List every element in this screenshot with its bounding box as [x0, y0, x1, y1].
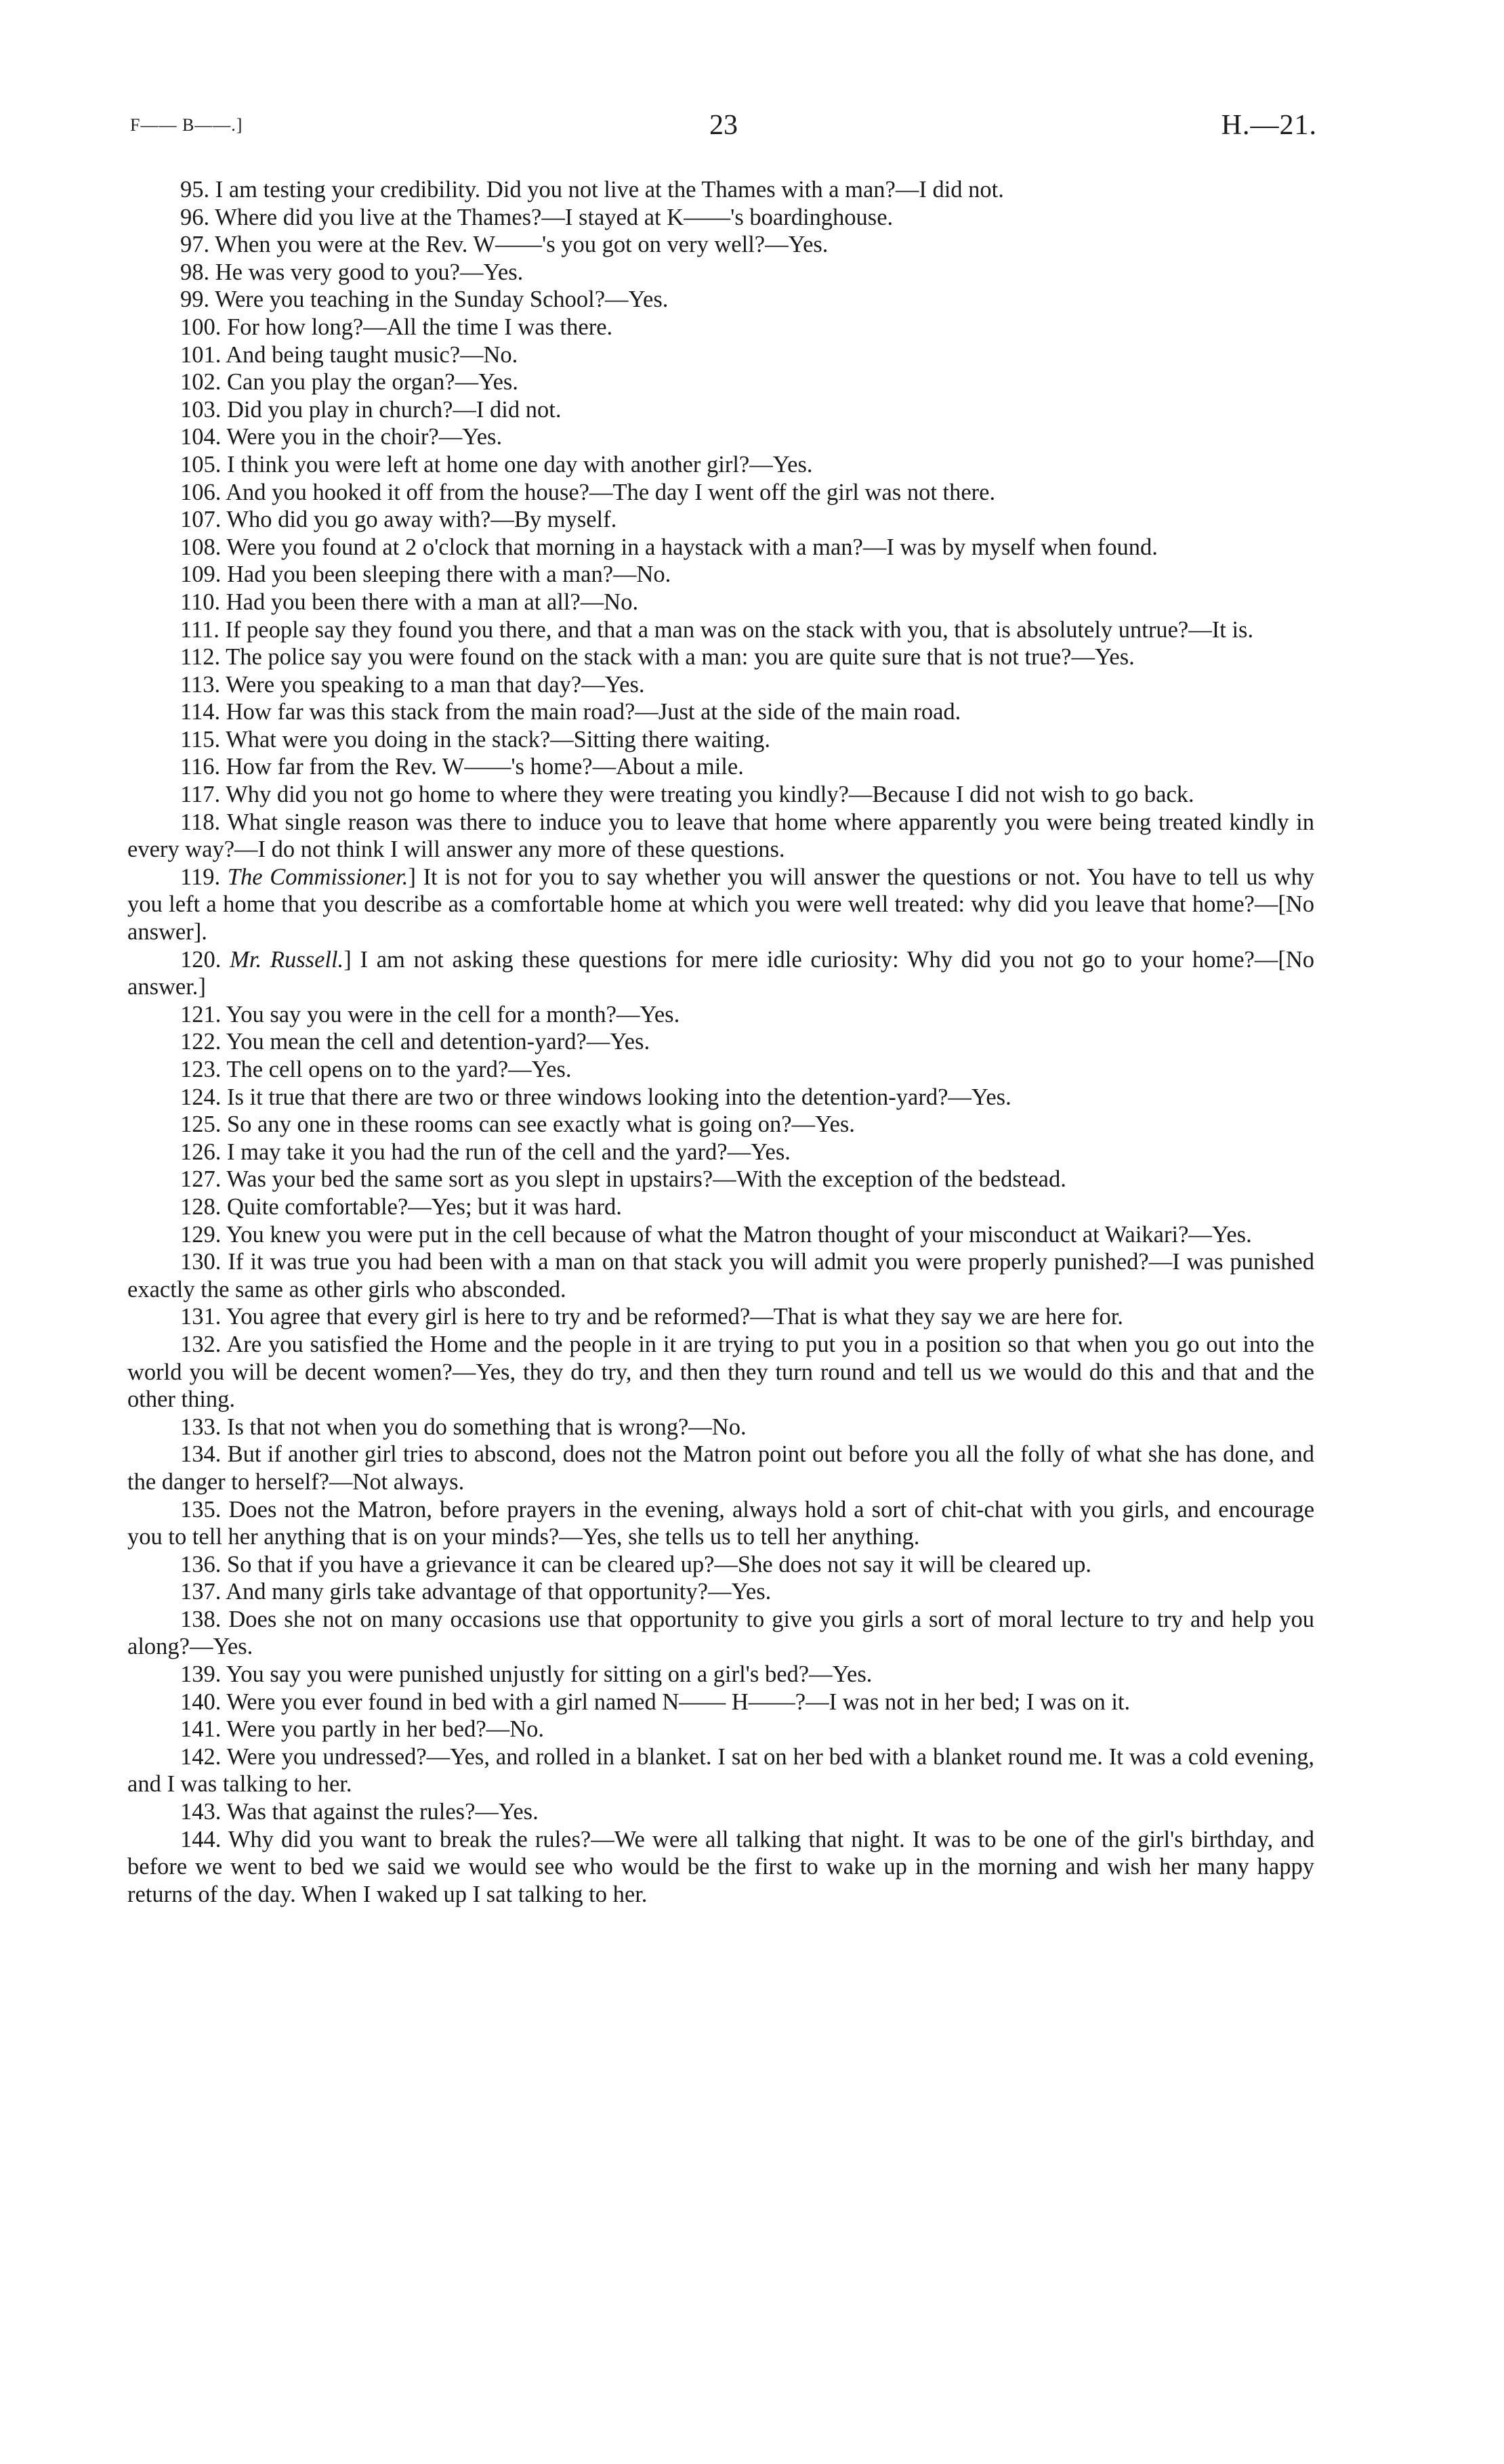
entry-text: What single reason was there to induce you to leave that home where apparently you were being treated kindly in every way?—I do not think I will answer any more of these questions.	[127, 809, 1314, 863]
entry-text: You say you were in the cell for a month?—Yes.	[226, 1001, 680, 1027]
entry-text: When you were at the Rev. W——'s you got on very well?—Yes.	[215, 232, 829, 258]
entry-number: 99.	[180, 286, 210, 313]
entry-number: 124.	[180, 1084, 222, 1110]
entry-text: Were you teaching in the Sunday School?—Yes.	[215, 286, 669, 313]
entry-text: What were you doing in the stack?—Sitting there waiting.	[226, 726, 770, 752]
entry-text: But if another girl tries to abscond, does not the Matron point out before you all the folly of what she has done, and the danger to herself?—Not always.	[127, 1441, 1315, 1495]
testimony-entry	[127, 286, 1314, 314]
entry-text: He was very good to you?—Yes.	[215, 259, 524, 285]
entry-text: How far from the Rev. W——'s home?—About a mile.	[226, 754, 744, 780]
testimony-entry	[127, 396, 1314, 424]
entry-number: 138.	[180, 1606, 222, 1632]
entry-text: Why did you want to break the rules?—We were all talking that night. It was to be one of the girl's birthday, and before we went to bed we said we would see who would be the first to wake up in the morning and wish her many happy returns of the day. When I waked up I sat talking to her.	[127, 1826, 1314, 1907]
entry-number: 144.	[180, 1826, 222, 1852]
entry-number: 108.	[180, 534, 222, 560]
entry-number: 133.	[180, 1414, 222, 1440]
entry-number: 113.	[180, 671, 221, 698]
entry-text: Does she not on many occasions use that opportunity to give you girls a sort of moral lecture to try and help you along?—Yes.	[127, 1606, 1315, 1660]
entry-text: Were you ever found in bed with a girl named N—— H——?—I was not in her bed; I was on it.	[226, 1688, 1131, 1715]
entry-text: And being taught music?—No.	[226, 341, 518, 368]
testimony-entry	[127, 1056, 1314, 1084]
testimony-entry	[127, 1606, 1314, 1661]
testimony-entry	[127, 1084, 1314, 1111]
testimony-entry	[127, 726, 1314, 754]
entry-text: Were you undressed?—Yes, and rolled in a blanket. I sat on her bed with a blanket round me. It was a cold evening, and I was talking to her.	[127, 1743, 1314, 1798]
entry-number: 107.	[180, 507, 222, 533]
testimony-entry	[127, 204, 1314, 232]
entry-text: I think you were left at home one day with another girl?—Yes.	[227, 451, 813, 477]
entry-speaker: The Commissioner.	[227, 864, 409, 890]
entry-number: 120.	[180, 946, 222, 973]
entry-number: 126.	[180, 1139, 222, 1165]
entry-number: 125.	[180, 1111, 222, 1138]
testimony-entry	[127, 1331, 1314, 1414]
testimony-entry	[127, 368, 1314, 396]
entry-text: I may take it you had the run of the cell and the yard?—Yes.	[227, 1139, 791, 1165]
entry-number: 95.	[180, 177, 210, 203]
entry-text: The police say you were found on the stack with a man: you are quite sure that is not true?—Yes.	[226, 644, 1135, 671]
testimony-entry: 119. The Commissioner.] It is not for you to say whether you will answer the questions or not. You have to tell us why you left a home that you describe as a comfortable home at which you were well treated: why did you leave that home?—[No answer].	[127, 864, 1315, 946]
entry-text: Had you been sleeping there with a man?—No.	[227, 561, 671, 588]
entry-speaker: Mr. Russell.	[230, 946, 344, 973]
entry-text: It is not for you to say whether you will answer the questions or not. You have to tell us why you left a home that you describe as a comfortable home at which you were well treated: why did you leave that home?—[No answer].	[127, 864, 1315, 946]
testimony-entry	[127, 753, 1314, 781]
entry-text: Is that not when you do something that is wrong?—No.	[227, 1414, 747, 1440]
testimony-entry	[127, 1551, 1314, 1579]
page-number: 23	[709, 110, 738, 141]
entry-text: If it was true you had been with a man on that stack you will admit you were properly punished?—I was punished exactly the same as other girls who absconded.	[127, 1249, 1314, 1302]
entry-number: 111.	[180, 616, 220, 643]
entry-number: 114.	[180, 699, 221, 725]
entry-text: Who did you go away with?—By myself.	[226, 507, 617, 533]
entry-number: 129.	[180, 1221, 222, 1248]
entry-number: 121.	[180, 1001, 222, 1027]
entry-number: 140.	[180, 1688, 222, 1715]
entry-text: Were you partly in her bed?—No.	[226, 1716, 544, 1743]
entry-text: You agree that every girl is here to try and be reformed?—That is what they say we are here for.	[226, 1304, 1123, 1330]
testimony-entry	[127, 231, 1314, 259]
testimony-entry	[127, 671, 1314, 699]
testimony-entry	[127, 1193, 1314, 1221]
entry-number: 141.	[180, 1716, 222, 1743]
testimony-entry: 120. Mr. Russell.] I am not asking these questions for mere idle curiosity: Why did you not go to your home?—[No answer.]	[127, 946, 1315, 1000]
entry-text: Where did you live at the Thames?—I stayed at K——'s boardinghouse.	[215, 204, 894, 230]
entry-text: How far was this stack from the main road?—Just at the side of the main road.	[226, 699, 961, 725]
testimony-entry	[127, 1826, 1314, 1909]
testimony-entry	[127, 589, 1314, 616]
testimony-entry	[127, 506, 1314, 534]
entry-text: You say you were punished unjustly for sitting on a girl's bed?—Yes.	[226, 1661, 873, 1688]
testimony-entry	[127, 698, 1314, 726]
entry-number: 110.	[180, 589, 221, 615]
entry-text: For how long?—All the time I was there.	[227, 314, 613, 340]
entry-number: 131.	[180, 1304, 222, 1330]
testimony-entry	[127, 1798, 1314, 1826]
entry-text: If people say they found you there, and that a man was on the stack with you, that is absolutely untrue?—It is.	[225, 616, 1254, 643]
testimony-entry	[127, 1414, 1314, 1441]
entry-text: Did you play in church?—I did not.	[227, 396, 562, 423]
testimony-entry	[127, 1743, 1314, 1798]
testimony-body	[127, 176, 1314, 1908]
testimony-entry	[127, 1441, 1314, 1495]
entry-number: 118.	[180, 809, 221, 835]
testimony-entry	[127, 1303, 1314, 1331]
entry-text: Were you found at 2 o'clock that morning in a haystack with a man?—I was by myself when found.	[226, 534, 1158, 560]
testimony-entry	[127, 1248, 1314, 1303]
testimony-entry	[127, 616, 1314, 644]
testimony-entry	[127, 423, 1314, 451]
entry-number: 119.	[180, 864, 221, 890]
entry-number: 109.	[180, 561, 222, 588]
testimony-entry	[127, 781, 1314, 809]
entry-text: And many girls take advantage of that opportunity?—Yes.	[226, 1579, 772, 1605]
entry-text: You knew you were put in the cell because of what the Matron thought of your misconduct at Waikari?—Yes.	[226, 1221, 1252, 1248]
entry-number: 122.	[180, 1029, 222, 1055]
testimony-entry	[127, 314, 1314, 341]
entry-text: Was that against the rules?—Yes.	[226, 1799, 539, 1825]
testimony-entry	[127, 1716, 1314, 1743]
entry-text: I am not asking these questions for mere idle curiosity: Why did you not go to your home?—[No answer.]	[127, 946, 1315, 1000]
header-witness-initials: F—— B——.]	[130, 115, 243, 135]
entry-text: So any one in these rooms can see exactly what is going on?—Yes.	[227, 1111, 855, 1138]
entry-text: Can you play the organ?—Yes.	[227, 369, 518, 396]
entry-number: 98.	[180, 259, 210, 285]
testimony-entry	[127, 1028, 1314, 1056]
testimony-entry	[127, 259, 1314, 286]
testimony-entry	[127, 809, 1314, 864]
testimony-entry	[127, 1578, 1314, 1606]
testimony-entry	[127, 1221, 1314, 1249]
testimony-entry	[127, 1661, 1314, 1688]
entry-text: Does not the Matron, before prayers in the evening, always hold a sort of chit-chat with you girls, and encourage you to tell her anything that is on your minds?—Yes, she tells us to tell her anything.	[127, 1496, 1315, 1550]
entry-text: Were you in the choir?—Yes.	[226, 424, 503, 450]
page-header	[130, 102, 1317, 149]
entry-text: And you hooked it off from the house?—The day I went off the girl was not there.	[226, 479, 996, 505]
entry-number: 128.	[180, 1193, 222, 1220]
entry-text: You mean the cell and detention-yard?—Yes.	[226, 1029, 650, 1055]
entry-number: 127.	[180, 1166, 222, 1193]
entry-text: Are you satisfied the Home and the people in it are trying to put you in a position so that when you go out into the world you will be decent women?—Yes, they do try, and then they turn round and tell us we would do this and that and the other thing.	[127, 1331, 1314, 1413]
entry-text: The cell opens on to the yard?—Yes.	[226, 1057, 572, 1082]
entry-number: 103.	[180, 396, 222, 423]
document-reference: H.—21.	[1221, 110, 1317, 141]
entry-number: 97.	[180, 232, 210, 258]
entry-number: 105.	[180, 451, 222, 477]
entry-number: 104.	[180, 424, 222, 450]
entry-number: 96.	[180, 204, 210, 230]
testimony-entry	[127, 479, 1314, 507]
testimony-entry	[127, 1001, 1314, 1029]
entry-number: 106.	[180, 479, 222, 505]
entry-text: Why did you not go home to where they were treating you kindly?—Because I did not wish to go back.	[226, 782, 1194, 808]
entry-number: 135.	[180, 1496, 222, 1523]
testimony-entry	[127, 1496, 1314, 1551]
entry-number: 101.	[180, 341, 222, 368]
entry-number: 137.	[180, 1579, 222, 1605]
entry-number: 134.	[180, 1441, 222, 1468]
entry-number: 143.	[180, 1799, 222, 1825]
testimony-entry	[127, 451, 1314, 479]
entry-number: 117.	[180, 782, 221, 808]
entry-number: 116.	[180, 754, 221, 780]
entry-text: I am testing your credibility. Did you not live at the Thames with a man?—I did not.	[215, 177, 1004, 203]
testimony-entry	[127, 561, 1314, 589]
entry-text: Quite comfortable?—Yes; but it was hard.	[227, 1193, 622, 1220]
testimony-entry	[127, 1166, 1314, 1193]
entry-text: Had you been there with a man at all?—No.	[226, 589, 639, 615]
entry-number: 100.	[180, 314, 222, 340]
testimony-entry	[127, 1688, 1314, 1716]
entry-number: 102.	[180, 369, 222, 396]
testimony-entry	[127, 341, 1314, 369]
entry-text: So that if you have a grievance it can be cleared up?—She does not say it will be cleared up.	[227, 1551, 1092, 1577]
entry-number: 112.	[180, 644, 221, 671]
testimony-entry	[127, 643, 1314, 671]
entry-number: 130.	[180, 1249, 222, 1275]
testimony-entry	[127, 534, 1314, 561]
testimony-entry	[127, 176, 1314, 204]
entry-number: 132.	[180, 1331, 222, 1357]
testimony-entry	[127, 1111, 1314, 1139]
entry-number: 136.	[180, 1551, 222, 1577]
entry-text: Were you speaking to a man that day?—Yes.	[226, 671, 645, 698]
entry-number: 115.	[180, 726, 221, 752]
entry-text: Is it true that there are two or three windows looking into the detention-yard?—Yes.	[227, 1084, 1011, 1110]
entry-text: Was your bed the same sort as you slept in upstairs?—With the exception of the bedstead.	[226, 1166, 1066, 1193]
testimony-entry	[127, 1139, 1314, 1166]
entry-number: 139.	[180, 1661, 222, 1688]
entry-number: 142.	[180, 1743, 222, 1770]
entry-number: 123.	[180, 1057, 222, 1082]
